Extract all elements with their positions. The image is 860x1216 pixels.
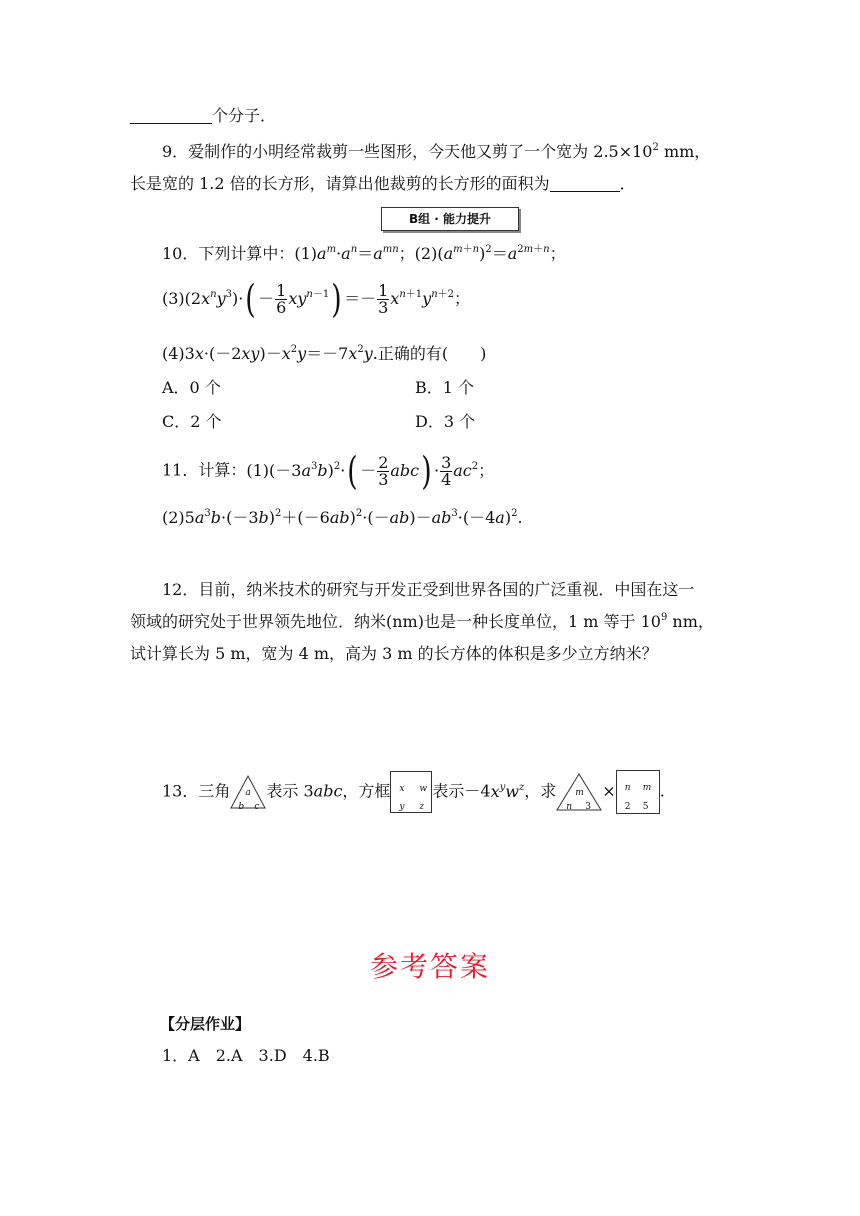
q11-item2: $(2)5a^3b\cdot(-3b)^2+(-6ab)^2\cdot(-ab)-ab^3\cdot(-4a)^2$.	[162, 508, 523, 527]
q8-tail-text: 个分子．	[212, 106, 277, 125]
q9-end: ．	[619, 174, 636, 193]
section-badge: B组 · 能力提升	[381, 207, 519, 231]
q11-line1	[162, 449, 495, 493]
square-box-icon: x w y z	[390, 771, 432, 813]
blank	[130, 107, 212, 124]
q13-expr: $x^yw^z$	[490, 781, 525, 801]
q10-option-a: A．0 个	[162, 378, 221, 397]
q10-option-d: D．3 个	[415, 412, 476, 431]
triangle-icon-filled: m n 3	[556, 773, 602, 811]
q13-text-b: 表示 3	[266, 781, 314, 801]
q13-text-d: 表示－4	[432, 781, 491, 801]
answers-title: 参考答案	[369, 950, 490, 983]
q10-item1: $(1)a^m\cdot a^n=a^{mn}$；$(2)(a^{m+n})^2=a^{2m+n}$；	[294, 244, 566, 263]
q10-line3	[162, 344, 486, 364]
square-box-icon-filled: n m 2 5	[616, 770, 660, 814]
q8-tail	[130, 106, 276, 126]
answers-line1: 1．A 2.A 3.D 4.B	[162, 1046, 330, 1065]
q9-exp: 2	[652, 142, 659, 153]
q10-option-c: C．2 个	[162, 412, 222, 431]
answers-section: 【分层作业】	[160, 1015, 251, 1033]
q10-item4-end: .正确的有( )	[372, 344, 487, 363]
q11-line2	[162, 508, 523, 528]
q13-end: .	[659, 781, 665, 801]
q10-line2	[162, 277, 471, 321]
q9-text-b: mm，	[658, 142, 711, 161]
times-sign: ×	[602, 781, 616, 801]
q13-abc: abc	[313, 781, 343, 801]
q12-text-a: 领域的研究处于世界领先地位．纳米(nm)也是一种长度单位，1 m 等于 10	[130, 612, 661, 631]
q11-item1: $(1)(-3a^3b)^2\cdot$( － $\frac{2}{3}$ abc) · $\frac{3}{4}$ $ac^2$；	[246, 449, 495, 493]
q12-line2	[130, 612, 714, 632]
q11-intro: 11．计算：	[162, 460, 247, 480]
triangle-icon: a b c	[230, 775, 266, 809]
q9-text-c: 长是宽的 1.2 倍的长方形，请算出他裁剪的长方形的面积为	[130, 174, 550, 193]
q13-text-a: 13．三角	[162, 781, 231, 801]
q10-item4: $(4)3x\cdot(-2xy)-x^2y=-7x^2y$	[162, 344, 373, 363]
q10-intro: 10．下列计算中：	[162, 244, 295, 263]
q9-line2	[130, 174, 636, 194]
q12-exp: 9	[660, 612, 668, 623]
answer-blank	[550, 175, 620, 192]
q10-line1	[162, 244, 566, 264]
q9-line1	[162, 142, 710, 162]
q12-line1: 12．目前，纳米技术的研究与开发正受到世界各国的广泛重视．中国在这一	[162, 580, 695, 599]
q12-line3: 试计算长为 5 m，宽为 4 m，高为 3 m 的长方体的体积是多少立方纳米？	[130, 644, 658, 663]
q13-text-e: ，求	[524, 781, 557, 801]
q10-item3: $(3)(2x^ny^3)\cdot$( － $\frac{1}{6}$ $xy^{n-1}$) ＝－ $\frac{1}{3}$ $x^{n+1}y^{n+2}$；	[162, 277, 471, 321]
q12-text-b: nm，	[667, 612, 714, 631]
q9-text-a: 9．爱制作的小明经常裁剪一些图形，今天他又剪了一个宽为 2.5×10	[162, 142, 653, 161]
q10-option-b: B．1 个	[415, 378, 475, 397]
q13-line	[162, 770, 665, 814]
q13-text-c: ，方框	[342, 781, 391, 801]
